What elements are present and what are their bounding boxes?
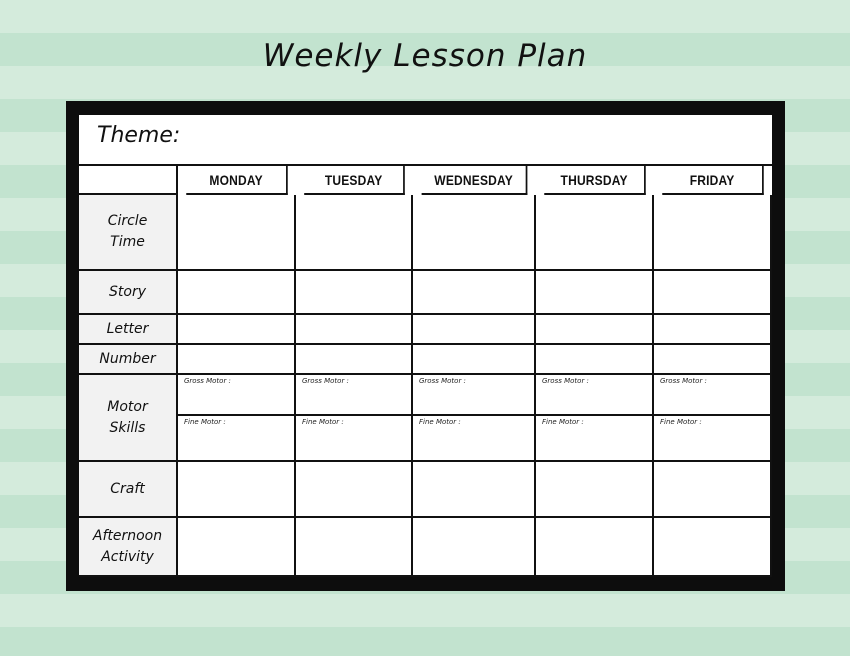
plan-cell[interactable] <box>654 195 772 271</box>
motor-sublabel: Fine Motor : <box>302 418 344 426</box>
plan-cell[interactable] <box>654 416 772 462</box>
theme-label: Theme: <box>97 123 181 148</box>
plan-cell[interactable] <box>536 416 654 462</box>
plan-cell[interactable] <box>296 271 413 315</box>
plan-cell[interactable] <box>296 195 413 271</box>
plan-cell[interactable] <box>413 271 536 315</box>
plan-cell[interactable] <box>536 271 654 315</box>
plan-cell[interactable] <box>296 518 413 577</box>
plan-cell[interactable] <box>654 375 772 416</box>
row-label: Circle Time <box>79 195 178 271</box>
plan-cell[interactable] <box>654 315 772 345</box>
plan-cell[interactable] <box>654 462 772 518</box>
plan-cell[interactable] <box>536 195 654 271</box>
plan-cell[interactable] <box>178 518 296 577</box>
motor-sublabel: Fine Motor : <box>542 418 584 426</box>
plan-cell[interactable] <box>413 315 536 345</box>
motor-sublabel: Gross Motor : <box>184 377 231 385</box>
row-label: Letter <box>79 315 178 345</box>
plan-cell[interactable] <box>178 375 296 416</box>
plan-cell[interactable] <box>296 416 413 462</box>
day-header: THURSDAY <box>544 166 645 195</box>
plan-cell[interactable] <box>413 375 536 416</box>
motor-sublabel: Gross Motor : <box>542 377 589 385</box>
plan-cell[interactable] <box>178 315 296 345</box>
plan-cell[interactable] <box>296 345 413 375</box>
plan-cell[interactable] <box>296 462 413 518</box>
plan-cell[interactable] <box>178 345 296 375</box>
plan-cell[interactable] <box>413 416 536 462</box>
plan-cell[interactable] <box>536 375 654 416</box>
plan-cell[interactable] <box>178 416 296 462</box>
plan-cell[interactable] <box>654 271 772 315</box>
plan-cell[interactable] <box>413 462 536 518</box>
day-header: FRIDAY <box>662 166 763 195</box>
plan-cell[interactable] <box>296 315 413 345</box>
motor-sublabel: Gross Motor : <box>419 377 466 385</box>
plan-cell[interactable] <box>296 375 413 416</box>
motor-sublabel: Fine Motor : <box>660 418 702 426</box>
plan-cell[interactable] <box>178 195 296 271</box>
plan-cell[interactable] <box>654 518 772 577</box>
lesson-plan-frame <box>66 101 785 591</box>
motor-sublabel: Fine Motor : <box>184 418 226 426</box>
lesson-grid <box>79 166 772 577</box>
plan-cell[interactable] <box>413 518 536 577</box>
motor-sublabel: Fine Motor : <box>419 418 461 426</box>
plan-cell[interactable] <box>178 271 296 315</box>
plan-cell[interactable] <box>536 462 654 518</box>
day-header: MONDAY <box>186 166 287 195</box>
row-label: Motor Skills <box>79 375 178 462</box>
plan-cell[interactable] <box>413 195 536 271</box>
plan-cell[interactable] <box>536 315 654 345</box>
lesson-plan-sheet <box>79 115 772 577</box>
row-label: Afternoon Activity <box>79 518 178 577</box>
theme-row[interactable] <box>79 115 772 166</box>
row-label: Number <box>79 345 178 375</box>
plan-cell[interactable] <box>654 345 772 375</box>
plan-cell[interactable] <box>413 345 536 375</box>
motor-sublabel: Gross Motor : <box>660 377 707 385</box>
day-header: WEDNESDAY <box>422 166 528 195</box>
day-header: TUESDAY <box>304 166 405 195</box>
plan-cell[interactable] <box>536 518 654 577</box>
grid-corner <box>79 166 178 195</box>
plan-cell[interactable] <box>536 345 654 375</box>
motor-sublabel: Gross Motor : <box>302 377 349 385</box>
plan-cell[interactable] <box>178 462 296 518</box>
row-label: Craft <box>79 462 178 518</box>
row-label: Story <box>79 271 178 315</box>
page-title: Weekly Lesson Plan <box>262 38 588 74</box>
